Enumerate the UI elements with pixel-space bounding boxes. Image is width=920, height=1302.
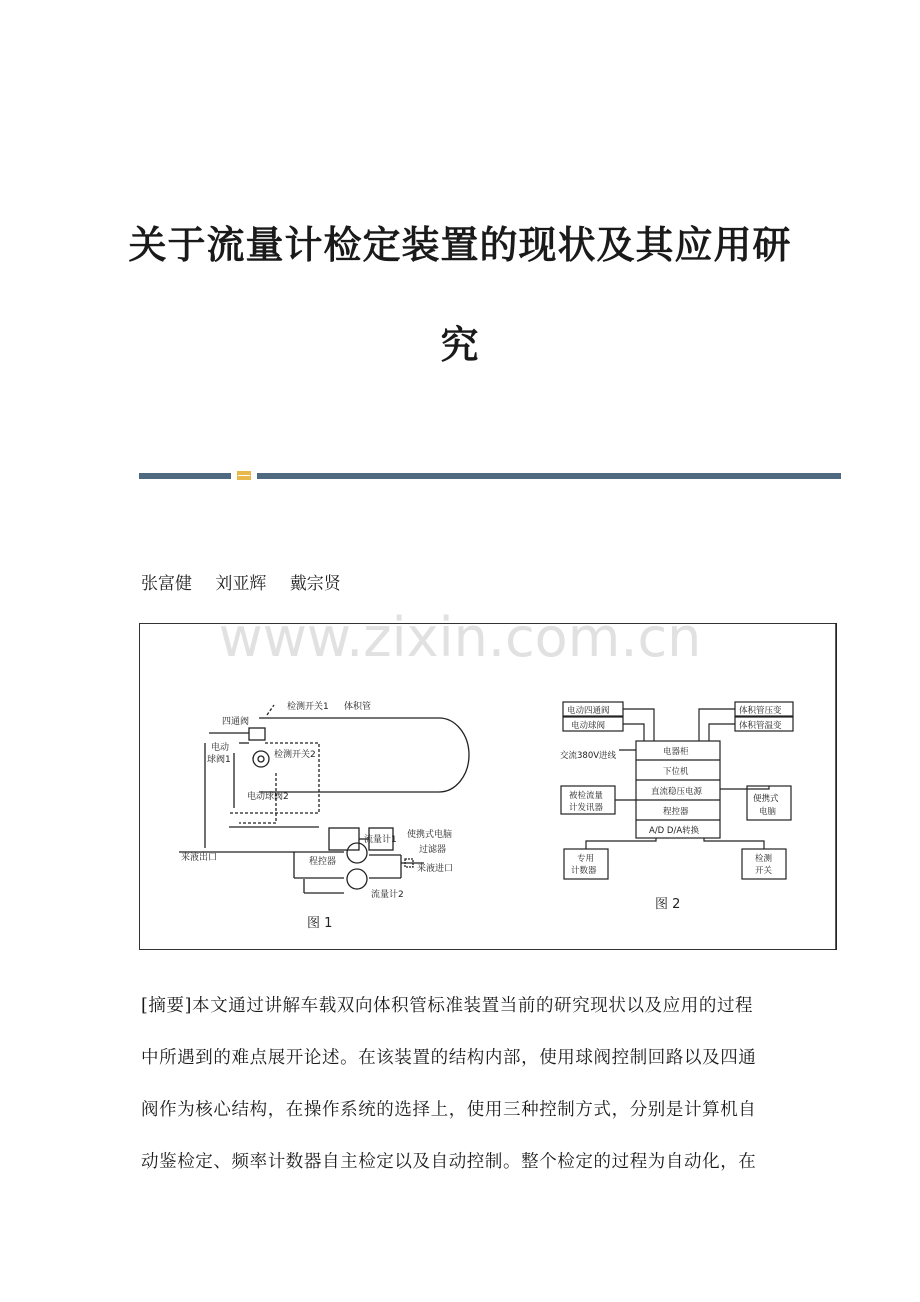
label-ac-input: 交流380V进线	[560, 751, 617, 761]
title-divider	[139, 471, 841, 480]
abstract-line: 动鉴检定、频率计数器自主检定以及自动控制。整个检定的过程为自动化，在	[141, 1152, 757, 1172]
label-inlet: 来液进口	[417, 864, 454, 874]
author-list	[141, 569, 359, 594]
label-dc-power: 直流稳压电源	[651, 787, 703, 797]
label-filter: 过滤器	[419, 845, 447, 855]
abstract-line: [摘要]本文通过讲解车载双向体积管标准装置当前的研究现状以及应用的过程	[141, 996, 754, 1016]
label-volume-tube: 体积管	[344, 702, 372, 712]
label-ad-da: A/D D/A转换	[649, 826, 700, 836]
label-flowmeter2: 流量计2	[371, 890, 404, 900]
abstract-line: 中所遇到的难点展开论述。在该装置的结构内部，使用球阀控制回路以及四通	[141, 1048, 757, 1068]
label-counter-a: 专用	[577, 854, 595, 864]
label-detect-switch1: 检测开关1	[287, 702, 329, 712]
label-counter-b: 计数器	[571, 866, 597, 876]
label-portable-b: 电脑	[759, 807, 777, 817]
label-four-way-valve: 四通阀	[222, 717, 250, 727]
label-outlet: 来液出口	[181, 853, 218, 863]
label-portable-pc: 使携式电脑	[407, 830, 453, 840]
figure1-caption: 图 1	[307, 916, 333, 931]
label-detect-b: 开关	[755, 866, 773, 876]
author-name: 戴宗贤	[289, 574, 341, 594]
label-flowmeter1: 流量计1	[364, 835, 397, 845]
label-ball-valve1-a: 电动	[211, 743, 230, 753]
label-detect-a: 检测	[755, 854, 773, 864]
label-ball-valve2: 电动球阀2	[247, 792, 289, 802]
author-name: 张富健	[141, 574, 192, 594]
label-programmer: 程控器	[309, 857, 337, 867]
label-electric-four-way: 电动四通阀	[567, 706, 610, 716]
abstract-line: 阀作为核心结构，在操作系统的选择上，使用三种控制方式，分别是计算机自	[141, 1100, 757, 1120]
label-programmer: 程控器	[663, 807, 689, 817]
label-pressure-tx: 体积管压变	[739, 706, 782, 716]
label-ball-valve1-b: 球阀1	[207, 755, 231, 765]
watermark-text: www.zixin.com.cn	[218, 606, 702, 669]
schematic-figure	[139, 623, 837, 950]
page-title-line1: 关于流量计检定装置的现状及其应用研	[128, 222, 792, 267]
page-title-line2: 究	[440, 322, 480, 367]
abstract-section	[141, 980, 773, 1188]
label-cabinet: 电器柜	[663, 747, 689, 757]
author-name: 刘亚辉	[215, 574, 267, 594]
figure2-caption: 图 2	[655, 897, 681, 912]
label-lower-machine: 下位机	[663, 767, 689, 777]
label-portable-a: 便携式	[753, 794, 779, 804]
label-tested-meter-a: 被检流量	[569, 791, 604, 801]
label-electric-ball: 电动球阀	[571, 721, 606, 731]
label-tested-meter-b: 计发讯器	[569, 803, 604, 813]
label-detect-switch2: 检测开关2	[274, 750, 316, 760]
label-temp-tx: 体积管温变	[739, 721, 782, 731]
